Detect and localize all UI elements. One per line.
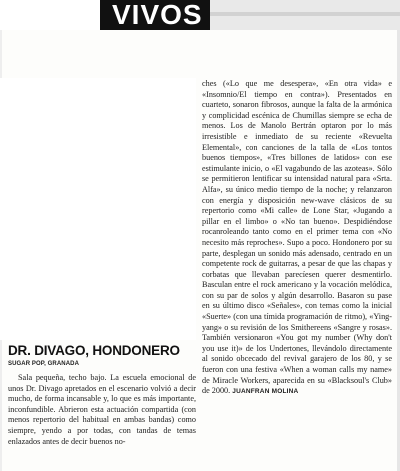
article-column-left: [8, 373, 196, 467]
article-headline: DR. DIVAGO, HONDONERO: [8, 343, 180, 358]
header-blank: [0, 0, 100, 30]
banner-stripe: [210, 12, 400, 16]
venue-label: SUGAR POP, GRANADA: [8, 361, 80, 367]
section-title: VIVOS: [112, 0, 203, 30]
article-byline: JUANFRAN MOLINA: [232, 388, 299, 396]
article-column-right: [202, 79, 392, 467]
article-paragraph-right: [202, 79, 392, 398]
article-text-right: ches («Lo que me desespera», «En otra vida» e «Insomnio/El tiempo en contra»). Presentados en cuarteto, sonaron fibrosos, aunque la falta de la armónica y complicidad escénica de Chumillas siempre se echa de menos. Los de Manolo Bertrán optaron por lo más irresistible e inmediato de su reciente «Revuelta Elemental», con canciones de la talla de «Los tontos buenos tiempos», «Tres billones de latidos» con ese estimulante inicio, o «El vagabundo de las azoteas». Sólo se permitieron lentificar su intensidad natural para «Srta. Alfa», su único medio tiempo de la noche; y relanzaron con energía y disposición new-wave clásicos de su repertorio como «Mi calle» de Lone Star, «Jugando a pillar en el limbo» o «No tan bueno». Despidiéndose rocanroleando tanto como en el primer tema con «No necesito más reproches». Supo a poco. Hondonero por su parte, desplegan un sonido más adensado, centrado en un competente rock de guitarras, a pesar de que las chapas y corbatas que llevaban parecíesen querer desmentirlo. Basculan entre el rock americano y la vocación melódica, con su par de solos y algún desarrollo. Basaron su pase en su último disco «Señales», con temas como la inicial «Suerte» (con una tímida programación de ritmo), «Ying-yang» o su revisión de los Smithereens «Sangre y rosas». También versionaron «You got my number (Why don't you use it)» de los Undertones, llevándolo directamente al sonido obcecado del revival garajero de los 80, y se fueron con una festiva «When a woman calls my name» de Miracle Workers, aparecida en su «Blacksoul's Club» de 2000.: [202, 79, 392, 396]
article-paragraph-left: Sala pequeña, techo bajo. La escuela emocional de unos Dr. Divago apretados en el escenario volvió a decir mucho, de forma incansable y, lo que es más importante, inconfundible. Abrieron esta actuación compartida (con menos repertorio del habitual en ambas bandas) como siempre, yendo a por todas, con tandas de temas enlazados antes de decir buenos no-: [8, 373, 196, 446]
photo-area: [0, 78, 196, 340]
